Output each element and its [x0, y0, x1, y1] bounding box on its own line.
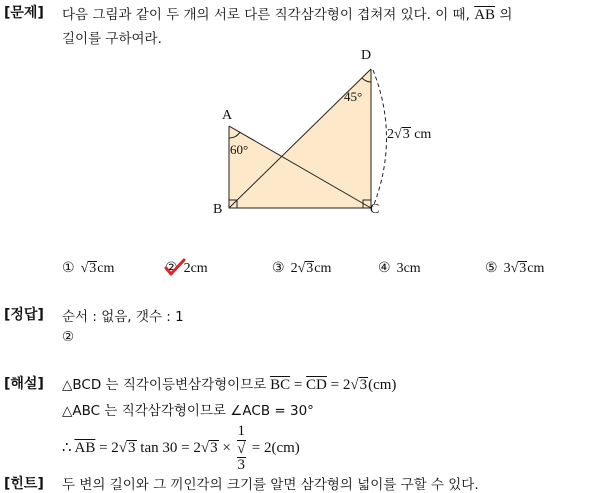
answer-label: [정답] [4, 307, 44, 323]
answer-line2: ② [62, 329, 75, 345]
solution-line3: ∴ $\overline{AB} = 2√3$ tan 30 = 2√3 × 1 √ 3 = 2(cm) [62, 423, 300, 473]
option-5[interactable]: ⑤ 3√3cm [485, 260, 545, 276]
answer-line1: 순서 : 없음, 갯수 : 1 [62, 309, 184, 325]
dashed-brace-cd [373, 70, 387, 207]
angle-a-label: 60° [230, 142, 249, 157]
solution-label: [해설] [4, 376, 44, 392]
side-cd-length: 2√3 cm [387, 127, 432, 142]
angle-d-label: 45° [344, 89, 363, 104]
solution-line1: △BCD 는 직각이등변삼각형이므로 $\overline{BC} = \overline{CD} = 2√3(cm)$ [62, 377, 397, 393]
option-2[interactable]: ② 2cm [165, 260, 208, 276]
hint-label: [힌트] [4, 476, 44, 492]
point-b-label: B [213, 202, 223, 217]
option-4[interactable]: ④ 3cm [378, 260, 421, 276]
point-d-label: D [361, 48, 372, 63]
solution-line2: △ABC 는 직각삼각형이므로 ∠ACB = 30° [62, 403, 314, 419]
problem-label: [문제] [4, 5, 44, 21]
option-3[interactable]: ③ 2√3cm [272, 260, 332, 276]
fraction: 1 √ 3 [237, 423, 246, 473]
check-mark-icon [164, 258, 188, 278]
segment-ab: $\overline{AB}$ [474, 7, 496, 23]
problem-text-line2: 길이를 구하여라. [62, 31, 162, 47]
problem-text-line1: 다음 그림과 같이 두 개의 서로 다른 직각삼각형이 겹쳐져 있다. 이 때, $\overline{AB}$ 의 [62, 7, 513, 23]
point-c-label: C [370, 202, 380, 217]
option-1[interactable]: ① √3cm [62, 260, 115, 276]
hint-text: 두 변의 길이와 그 끼인각의 크기를 알면 삼각형의 넓이를 구할 수 있다. [62, 477, 479, 493]
point-a-label: A [222, 108, 233, 123]
